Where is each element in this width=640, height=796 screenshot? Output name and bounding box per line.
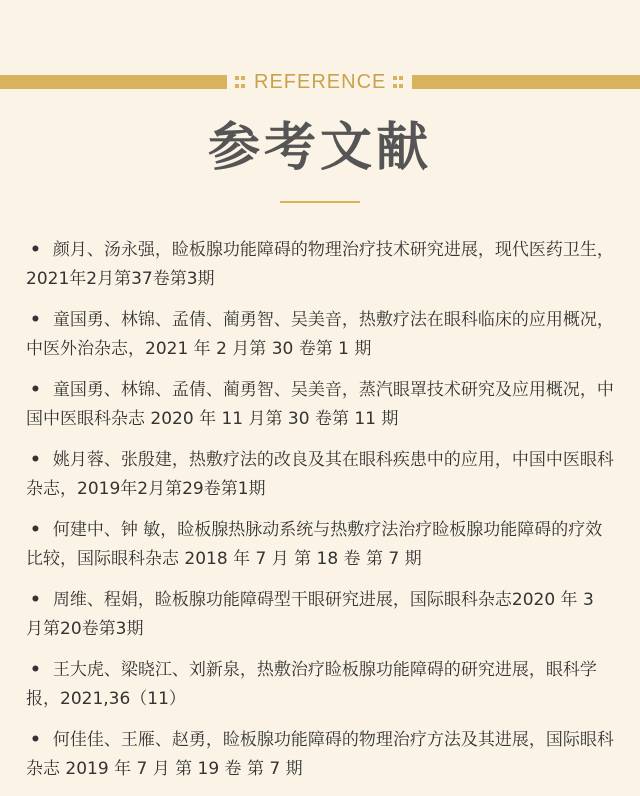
- bullet-icon: •: [30, 240, 41, 260]
- banner-ornament-icon: [232, 74, 248, 90]
- reference-list: [26, 236, 616, 796]
- reference-banner: [0, 72, 640, 92]
- reference-item: [26, 446, 616, 504]
- reference-text: 童国勇、林锦、孟倩、蔺勇智、吴美音，蒸汽眼罩技术研究及应用概况，中国中医眼科杂志 2020 年 11 月第 30 卷第 11 期: [26, 380, 614, 429]
- reference-text: 何佳佳、王雁、赵勇，睑板腺功能障碍的物理治疗方法及其进展，国际眼科杂志 2019 年 7 月 第 19 卷 第 7 期: [26, 730, 614, 779]
- bullet-icon: •: [30, 380, 41, 400]
- reference-text: 何建中、钟 敏，睑板腺热脉动系统与热敷疗法治疗睑板腺功能障碍的疗效比较，国际眼科杂志 2018 年 7 月 第 18 卷 第 7 期: [26, 520, 603, 569]
- page-title: 参考文献: [207, 118, 432, 178]
- banner-bar-left: [0, 75, 227, 89]
- reference-text: 童国勇、林锦、孟倩、蔺勇智、吴美音，热敷疗法在眼科临床的应用概况，中医外治杂志，2021 年 2 月第 30 卷第 1 期: [26, 310, 614, 359]
- bullet-icon: •: [30, 660, 41, 680]
- reference-item: [26, 586, 616, 644]
- reference-item: [26, 726, 616, 784]
- reference-text: 颜月、汤永强，睑板腺功能障碍的物理治疗技术研究进展，现代医药卫生，2021年2月第37卷第3期: [26, 240, 614, 289]
- banner-ornament-icon: [390, 74, 406, 90]
- reference-item: [26, 656, 616, 714]
- reference-item: [26, 306, 616, 364]
- bullet-icon: •: [30, 310, 41, 330]
- reference-item: [26, 516, 616, 574]
- reference-text: 周维、程娟，睑板腺功能障碍型干眼研究进展，国际眼科杂志2020 年 3 月第20卷第3期: [26, 590, 594, 639]
- title-divider: [280, 201, 360, 203]
- reference-item: [26, 236, 616, 294]
- banner-label: REFERENCE: [254, 71, 387, 93]
- reference-item: [26, 376, 616, 434]
- reference-text: 姚月蓉、张殷建，热敷疗法的改良及其在眼科疾患中的应用，中国中医眼科杂志，2019年2月第29卷第1期: [26, 450, 614, 499]
- reference-text: 王大虎、梁晓江、刘新泉，热敷治疗睑板腺功能障碍的研究进展，眼科学报，2021,36（11）: [26, 660, 597, 709]
- bullet-icon: •: [30, 590, 41, 610]
- banner-bar-right: [412, 75, 640, 89]
- bullet-icon: •: [30, 520, 41, 540]
- bullet-icon: •: [30, 450, 41, 470]
- bullet-icon: •: [30, 730, 41, 750]
